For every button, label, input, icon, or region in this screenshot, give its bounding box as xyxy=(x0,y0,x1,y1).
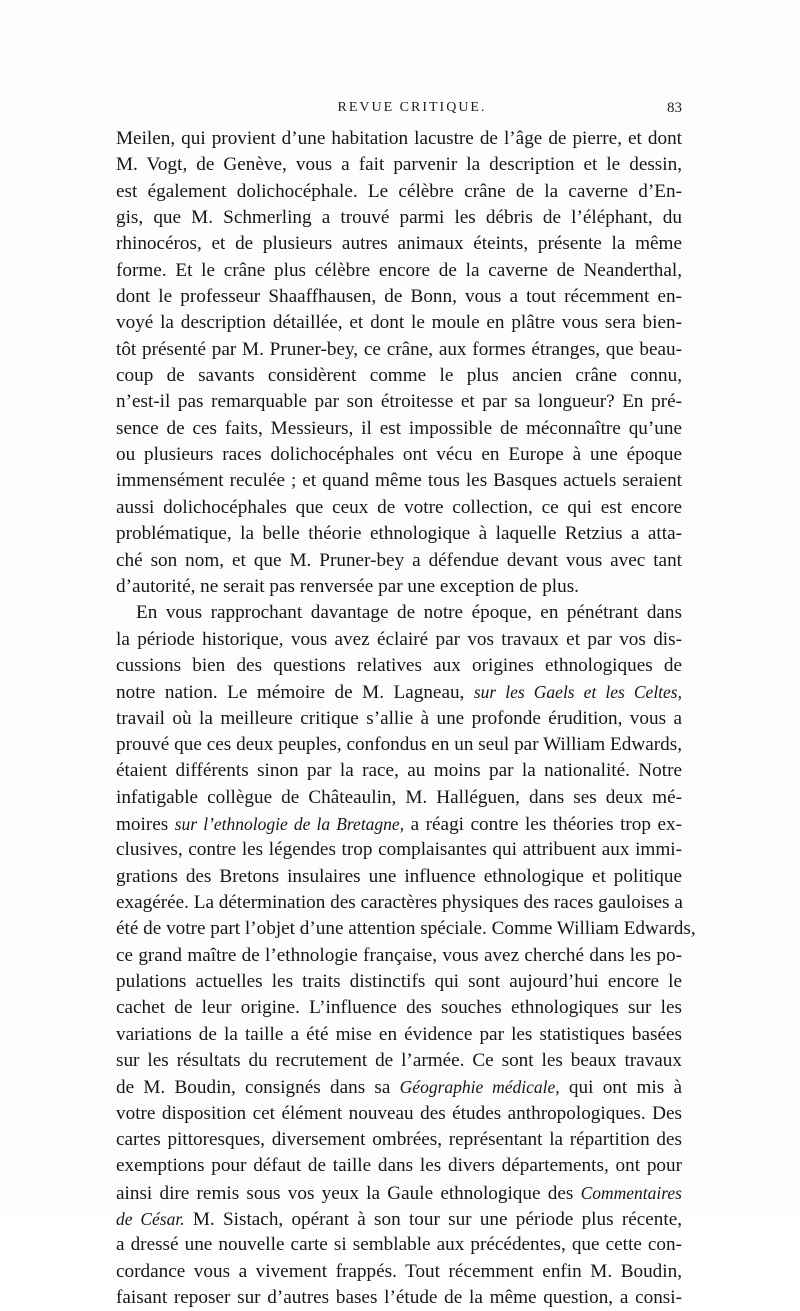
text-segment: qui ont mis à xyxy=(559,1077,682,1099)
text-segment: cachet de leur origine. L’influence des souches ethnologiques sur les xyxy=(116,997,682,1019)
text-segment: gis, que M. Schmerling a trouvé parmi les débris de l’éléphant, du xyxy=(116,207,682,229)
text-segment: infatigable collègue de Châteaulin, M. Halléguen, dans ses deux mé- xyxy=(116,786,682,808)
text-line xyxy=(116,890,682,916)
text-line xyxy=(116,732,682,758)
text-segment: ce grand maître de l’ethnologie française, vous avez cherché dans les po- xyxy=(116,944,682,966)
text-line xyxy=(116,600,682,626)
text-segment: exemptions pour défaut de taille dans les divers départements, ont pour xyxy=(116,1155,682,1177)
running-head xyxy=(116,100,682,124)
text-line xyxy=(116,548,682,574)
text-segment: étaient différents sinon par la race, au moins par la nationalité. Notre xyxy=(116,760,682,782)
text-line xyxy=(116,706,682,732)
text-line xyxy=(116,495,682,521)
text-line xyxy=(116,1022,682,1048)
text-line xyxy=(116,1180,682,1206)
text-segment: la période historique, vous avez éclairé par vos travaux et par vos dis- xyxy=(116,628,682,650)
text-line xyxy=(116,1153,682,1179)
text-line xyxy=(116,179,682,205)
text-line xyxy=(116,389,682,415)
text-line xyxy=(116,1127,682,1153)
text-segment: clusives, contre les légendes trop complaisantes qui attribuent aux immi- xyxy=(116,839,682,861)
text-segment: n’est-il pas remarquable par son étroitesse et par sa longueur? En pré- xyxy=(116,391,682,413)
text-line xyxy=(116,205,682,231)
text-segment: En vous rapprochant davantage de notre époque, en pénétrant dans xyxy=(136,602,682,624)
text-line xyxy=(116,995,682,1021)
text-segment: est également dolichocéphale. Le célèbre crâne de la caverne d’En- xyxy=(116,180,682,202)
text-segment: cussions bien des questions relatives aux origines ethnologiques de xyxy=(116,654,682,676)
italic-title: sur les Gaels et les Celtes, xyxy=(473,682,682,703)
text-line xyxy=(116,1074,682,1100)
text-segment: Meilen, qui provient d’une habitation lacustre de l’âge de pierre, et dont xyxy=(116,128,682,149)
text-segment: cartes pittoresques, diversement ombrées, représentant la répartition des xyxy=(116,1129,682,1151)
text-line xyxy=(116,811,682,837)
text-segment: dont le professeur Shaaffhausen, de Bonn, vous a tout récemment en- xyxy=(116,286,682,308)
text-line xyxy=(116,442,682,468)
text-segment: votre disposition cet élément nouveau des études anthropologiques. Des xyxy=(116,1102,682,1124)
text-segment: aussi dolichocéphales que ceux de votre collection, ce qui est encore xyxy=(116,496,682,518)
text-segment: d’autorité, ne serait pas renversée par une exception de plus. xyxy=(116,575,579,597)
text-segment: variations de la taille a été mise en évidence par les statistiques basées xyxy=(116,1023,682,1045)
text-segment: problématique, la belle théorie ethnologique à laquelle Retzius a atta- xyxy=(116,523,682,545)
text-line xyxy=(116,627,682,653)
running-title: REVUE CRITIQUE. xyxy=(337,100,487,115)
text-segment: exagérée. La détermination des caractères physiques des races gauloises a xyxy=(116,891,683,913)
text-line xyxy=(116,521,682,547)
text-line xyxy=(116,1259,682,1285)
text-line xyxy=(116,1101,682,1127)
text-segment: sence de ces faits, Messieurs, il est impossible de méconnaître qu’une xyxy=(116,417,682,439)
text-segment: pulations actuelles les traits distinctifs qui sont aujourd’hui encore le xyxy=(116,971,682,992)
text-segment: cordance vous a vivement frappés. Tout récemment enfin M. Boudin, xyxy=(116,1260,682,1282)
text-segment: ché son nom, et que M. Pruner-bey a défendue devant vous avec tant xyxy=(116,549,682,571)
page-number: 83 xyxy=(667,100,682,116)
text-line xyxy=(116,864,682,890)
text-line xyxy=(116,1048,682,1074)
text-segment: travail où la meilleure critique s’allie à une profonde érudition, vous a xyxy=(116,707,682,729)
text-line xyxy=(116,152,682,178)
text-line xyxy=(116,837,682,863)
italic-title: de César. xyxy=(116,1209,185,1230)
text-segment: M. Sistach, opérant à son tour sur une période plus récente, xyxy=(184,1209,683,1231)
text-line xyxy=(116,916,696,942)
text-segment: notre nation. Le mémoire de M. Lagneau, xyxy=(116,682,474,704)
text-segment: a dressé une nouvelle carte si semblable aux précédentes, que cette con- xyxy=(116,1234,682,1256)
text-segment: été de votre part l’objet d’une attention spéciale. Comme William Edwards, xyxy=(116,918,696,940)
text-line xyxy=(116,337,682,363)
text-line xyxy=(116,1285,682,1311)
text-line xyxy=(116,653,682,679)
italic-title: Commentaires xyxy=(580,1182,682,1203)
text-segment: moires xyxy=(116,813,175,835)
text-segment: faisant reposer sur d’autres bases l’étude de la même question, a consi- xyxy=(116,1287,682,1309)
text-line xyxy=(116,468,682,494)
text-line xyxy=(116,416,682,442)
text-segment: voyé la description détaillée, et dont le moule en plâtre vous sera bien- xyxy=(116,312,682,334)
text-line xyxy=(116,284,682,310)
body-text xyxy=(116,126,696,1311)
text-line xyxy=(116,363,682,389)
text-line xyxy=(116,785,682,811)
text-line xyxy=(116,231,682,257)
text-line xyxy=(116,679,682,705)
text-segment: de M. Boudin, consignés dans sa xyxy=(116,1077,400,1099)
text-line xyxy=(116,258,682,284)
text-segment: a réagi contre les théories trop ex- xyxy=(404,813,683,835)
text-segment: sur les résultats du recrutement de l’armée. Ce sont les beaux travaux xyxy=(116,1050,682,1072)
text-segment: coup de savants considèrent comme le plus ancien crâne connu, xyxy=(116,365,682,387)
text-segment: immensément reculée ; et quand même tous les Basques actuels seraient xyxy=(116,470,682,492)
text-line xyxy=(116,1206,682,1232)
text-line xyxy=(116,310,682,336)
text-line xyxy=(116,758,682,784)
text-line xyxy=(116,574,682,600)
text-segment: prouvé que ces deux peuples, confondus en un seul par William Edwards, xyxy=(116,733,682,755)
text-segment: ainsi dire remis sous vos yeux la Gaule ethnologique des xyxy=(116,1182,581,1204)
italic-title: Géographie médicale, xyxy=(399,1077,560,1098)
text-segment: tôt présenté par M. Pruner-bey, ce crâne, aux formes étranges, que beau- xyxy=(116,338,682,360)
text-line xyxy=(116,969,682,995)
text-line xyxy=(116,1232,682,1258)
text-segment: ou plusieurs races dolichocéphales ont vécu en Europe à une époque xyxy=(116,444,682,466)
text-segment: M. Vogt, de Genève, vous a fait parvenir la description et le dessin, xyxy=(116,154,682,176)
text-segment: rhinocéros, et de plusieurs autres animaux éteints, présente la même xyxy=(116,233,682,255)
text-segment: grations des Bretons insulaires une influence ethnologique et politique xyxy=(116,865,682,887)
text-line xyxy=(116,126,682,152)
text-line xyxy=(116,943,682,969)
text-segment: forme. Et le crâne plus célèbre encore de la caverne de Neanderthal, xyxy=(116,259,682,281)
italic-title: sur l’ethnologie de la Bretagne, xyxy=(174,813,405,834)
